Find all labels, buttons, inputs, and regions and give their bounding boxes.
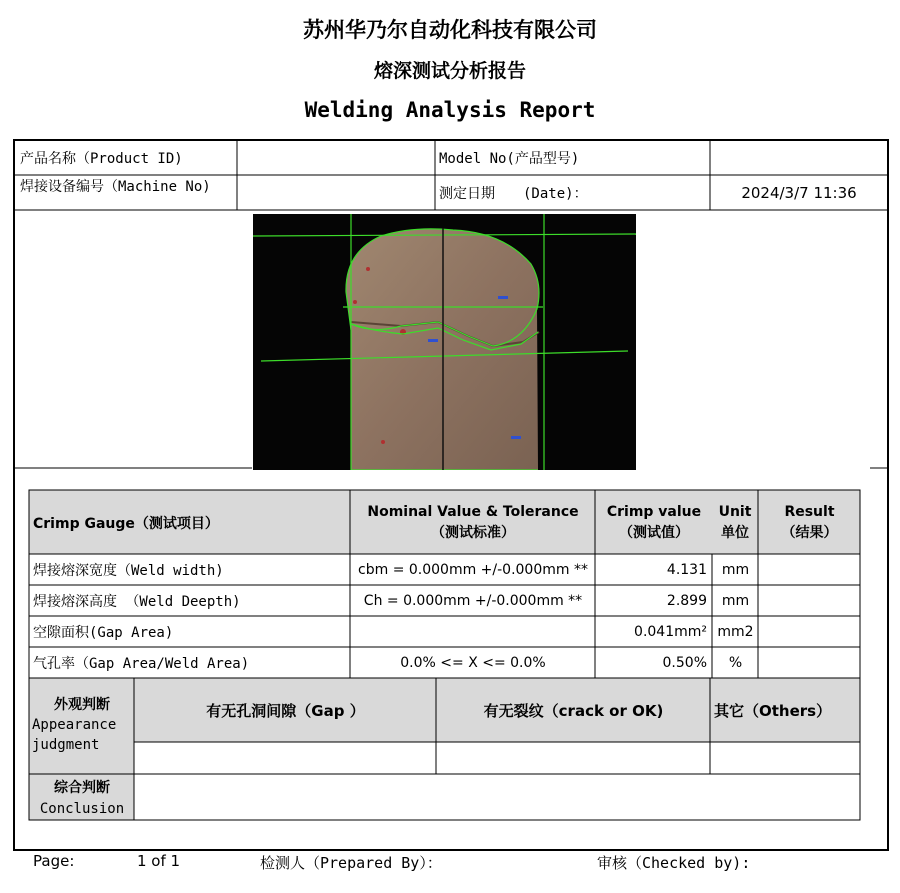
row-weld-width-unit: mm	[721, 562, 750, 578]
row-porosity-value: 0.50%	[662, 655, 707, 671]
row-gap-area-item: 空隙面积(Gap Area)	[33, 625, 174, 641]
row-weld-depth-item: 焊接熔深高度 （Weld Deepth)	[33, 594, 241, 610]
row-gap-area-result[interactable]	[759, 617, 860, 647]
result-header	[759, 502, 860, 546]
unit-header	[712, 502, 758, 546]
page-value: 1 of 1	[137, 852, 181, 870]
gap-value[interactable]	[135, 743, 436, 774]
appearance-label	[30, 695, 134, 765]
crack-header: 有无裂纹（crack or OK)	[483, 702, 664, 720]
row-gap-area-value: 0.041mm²	[634, 624, 707, 640]
row-weld-width-value: 4.131	[666, 562, 707, 578]
row-weld-width-item: 焊接熔深宽度（Weld width)	[33, 563, 224, 579]
nominal-header-cn: （测试标准）	[431, 525, 515, 541]
crimp-value-header	[596, 502, 712, 546]
row-weld-depth-result[interactable]	[759, 586, 860, 616]
row-porosity-nominal: 0.0% <= X <= 0.0%	[400, 655, 546, 671]
result-header-cn: （结果）	[781, 525, 838, 541]
checked-by-label: 审核（Checked by):	[597, 854, 751, 872]
row-weld-depth-nominal: Ch = 0.000mm +/-0.000mm **	[363, 593, 583, 609]
nominal-header	[351, 502, 595, 546]
row-porosity-result[interactable]	[759, 648, 860, 678]
row-weld-depth-unit: mm	[721, 593, 750, 609]
prepared-by-label: 检测人（Prepared By）：	[260, 854, 442, 872]
date-label: 测定日期 (Date)：	[439, 186, 588, 202]
nominal-header-en: Nominal Value & Tolerance	[367, 504, 579, 520]
crack-value[interactable]	[437, 743, 710, 774]
date-value: 2024/3/7 11:36	[741, 184, 857, 202]
unit-header-en: Unit	[718, 504, 752, 520]
crimp-gauge-header: Crimp Gauge（测试项目）	[33, 515, 219, 532]
conclusion-label	[30, 778, 134, 820]
result-header-en: Result	[784, 504, 835, 520]
appearance-label-cn: 外观判断	[54, 697, 110, 713]
row-gap-area-nominal	[351, 617, 595, 647]
company-name: 苏州华乃尔自动化科技有限公司	[303, 18, 597, 42]
row-gap-area-unit: mm2	[717, 624, 754, 640]
machine-no-label: 焊接设备编号（Machine No)	[20, 179, 211, 195]
conclusion-label-cn: 综合判断	[54, 780, 110, 796]
page-label: Page:	[33, 852, 75, 870]
crimp-value-header-en: Crimp value	[606, 504, 702, 520]
others-value[interactable]	[711, 743, 860, 774]
report-title-en: Welding Analysis Report	[304, 98, 596, 122]
row-porosity-item: 气孔率（Gap Area/Weld Area)	[33, 656, 250, 672]
product-id-label: 产品名称（Product ID)	[20, 151, 183, 167]
appearance-label-en2: judgment	[32, 737, 100, 753]
row-weld-depth-value: 2.899	[666, 593, 707, 609]
appearance-label-en1: Appearance	[32, 717, 117, 733]
conclusion-label-en: Conclusion	[39, 801, 125, 817]
conclusion-value[interactable]	[135, 775, 860, 820]
crimp-value-header-cn: （测试值）	[619, 525, 689, 541]
unit-header-cn: 单位	[721, 525, 749, 541]
row-weld-width-nominal: cbm = 0.000mm +/-0.000mm **	[358, 562, 588, 578]
row-weld-width-result[interactable]	[759, 555, 860, 585]
model-no-label: Model No(产品型号)	[439, 151, 580, 167]
gap-header: 有无孔洞间隙（Gap ）	[206, 702, 365, 720]
others-header: 其它（Others）	[714, 702, 832, 720]
row-porosity-unit: %	[728, 655, 743, 671]
report-title-cn: 熔深测试分析报告	[373, 60, 526, 82]
